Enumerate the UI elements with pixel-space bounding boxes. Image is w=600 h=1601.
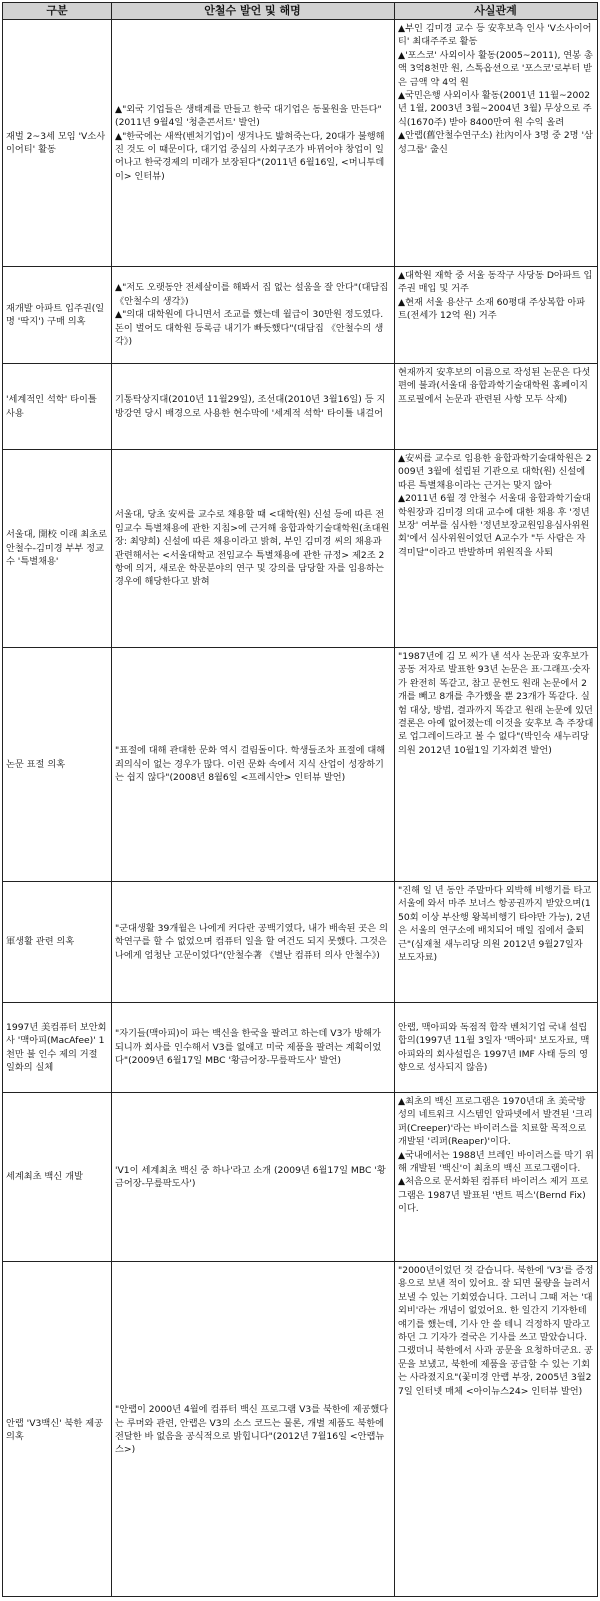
table-row xyxy=(3,648,597,882)
category-text: 재개발 아파트 입주권(일명 '딱지') 구매 의혹 xyxy=(6,302,105,327)
facts-cell xyxy=(395,267,597,363)
facts-cell xyxy=(395,648,597,881)
table-header xyxy=(3,3,597,20)
category-text: 1997년 美컴퓨터 보안회사 '맥아피(MacAfee)' 1천만 불 인수 제의 거절 일화의 실체 xyxy=(6,1021,107,1073)
facts-text: "2000년이었던 것 같습니다. 북한에 'V3'를 증정용으로 보낸 적이 있어요. 잘 되면 물량을 늘려서 보낼 수 있는 기회였습니다. 그러니 그때 저는 '대외비'라는 개념이 없었어요. 한 일간지 기자한테 얘기를 했는데, 기사 안 쓸 테니 걱정하지 말라고 하던 그 기자가 결국은 기사를 쓰고 말았습니다. 그랬더니 북한에서 사과 공문을 요청하더군요. 공문을 보냈고, 북한에 제품을 공급할 수 있는 기회는 사라졌지요"(꽃미경 안랩 부장, 2005년 3월27일 인터넷 매체 <아이뉴스24> 인터뷰 발언) xyxy=(398,1265,594,1397)
column-divider xyxy=(111,3,112,1596)
facts-text: ▲대학원 재학 중 서울 동작구 사당동 D아파트 입주권 매입 및 거주 xyxy=(398,270,593,295)
table-row xyxy=(3,267,597,364)
statement-text: "자기들(맥아피)이 파는 백신을 한국을 팔려고 하는데 V3가 방해가 되니까 회사를 인수해서 V3를 없애고 미국 제품을 팔려는 계획이었다"(2009년 6월17일 MBC '황금어장-무릎팍도사' 발언) xyxy=(115,1028,384,1067)
facts-text: ▲국민은행 사외이사 활동(2001년 11월~2002년 1월, 2003년 3월~2004년 3월) 무상으로 주식(1670주) 받아 8400만여 원 수익 올려 xyxy=(398,90,592,128)
facts-cell xyxy=(395,364,597,449)
category-text: 軍생활 관련 의혹 xyxy=(6,936,75,948)
statement-text: 기통탁상지대(2010년 11월29일), 조선대(2010년 3월16일) 등 지방강연 당시 배경으로 사용한 현수막에 '세계적 석학' 타이틀 내걸어 xyxy=(115,394,386,419)
table-row xyxy=(3,1262,597,1598)
facts-text: ▲현재 서울 용산구 소재 60평대 주상복합 아파트(전세가 12억 원) 거주 xyxy=(398,296,586,322)
statement-text: "안랩이 2000년 4월에 컴퓨터 백신 프로그램 V3를 북한에 제공했다는 루머와 관련, 안랩은 V3의 소스 코드는 물론, 개별 제품도 북한에 전달한 바 없음을 공식적으로 밝힙니다"(2012년 7월16일 <안랩뉴스>) xyxy=(115,1404,389,1456)
category-text: '세계적인 석학' 타이틀 사용 xyxy=(6,394,100,419)
facts-text: ▲국내에서는 1988년 브레인 바이러스를 막기 위해 개발된 '백신'이 최초의 백신 프로그램이다. xyxy=(398,1149,594,1175)
statement-cell xyxy=(112,648,394,881)
category-text: 세계최초 백신 개발 xyxy=(6,1171,83,1183)
category-cell xyxy=(3,1093,111,1261)
table-row xyxy=(3,450,597,648)
statement-cell xyxy=(112,20,394,266)
facts-text: ▲처음으로 문서화된 컴퓨터 바이러스 제거 프로그램은 1987년 발표된 '번트 픽스'(Bernd Fix)이다. xyxy=(398,1176,589,1215)
statement-cell xyxy=(112,267,394,363)
statement-text: ▲"외국 기업들은 생태계를 만들고 한국 대기업은 동물원을 만든다"(2011년 9월4일 '청춘콘서트' 발언) xyxy=(115,103,382,129)
category-cell xyxy=(3,1262,111,1598)
facts-text: ▲부인 김미경 교수 등 安후보측 인사 'V소사이어티' 최대주주로 활동 xyxy=(398,23,592,48)
table-row xyxy=(3,1003,597,1093)
category-text: 서울대, 開校 이래 최초로 안철수-김미경 부부 정교수 '특별채용' xyxy=(6,529,110,568)
statement-cell xyxy=(112,1093,394,1261)
category-cell xyxy=(3,267,111,363)
statement-text: 서울대, 당초 安씨를 교수로 채용할 때 <대학(원) 신설 등에 따른 전임교수 특별채용에 관한 지침>에 근거해 융합과학기술대학원(초대원장: 최양희) 신설에 따른 채용이라고 밝혀, 부인 김미경 씨의 채용과 관련해서는 <서울대학교 전임교수 특별채용에 관한 규정> 제2조 2항에 의거, 새로운 학문분야의 연구 및 강의를 담당할 자를 임용하는 경우에 해당한다고 밝혀 xyxy=(115,509,390,588)
facts-cell xyxy=(395,1262,597,1598)
facts-text: ▲安씨를 교수로 임용한 융합과학기술대학원은 2009년 3월에 설립된 기관으로 대학(원) 신설에 따른 특별채용이라는 근거는 맞지 않아 xyxy=(398,453,592,491)
table-row xyxy=(3,882,597,1003)
facts-cell xyxy=(395,1003,597,1092)
category-text: 재벌 2~3세 모임 'V소사이어티' 활동 xyxy=(6,130,106,155)
facts-cell xyxy=(395,1093,597,1261)
facts-cell xyxy=(395,450,597,647)
facts-cell xyxy=(395,882,597,1002)
header-statement: 안철수 발언 및 해명 xyxy=(204,4,301,17)
table-row xyxy=(3,364,597,450)
category-text: 안랩 'V3백신' 북한 제공 의혹 xyxy=(6,1417,106,1442)
statement-cell xyxy=(112,450,394,647)
facts-text: "진해 일 년 동안 주말마다 외박해 비행기를 타고 서울에 와서 마주 보너스 항공권까지 받았으며(150회 이상 부산행 왕복비행기 타야만 가능), 2년은 서울의 연구소에 배치되어 매일 집에서 출퇴근"(심재철 새누리당 의원 2012년 9월27일자 보도자료) xyxy=(398,885,595,964)
table-row xyxy=(3,20,597,267)
statement-cell xyxy=(112,1003,394,1092)
statement-cell xyxy=(112,364,394,449)
statement-text: ▲"의대 대학원에 다니면서 조교를 했는데 월급이 30만원 정도였다. 돈이 벌어도 대학원 등록금 내기가 빠듯했다"(대담집 《안철수의 생각》) xyxy=(115,309,387,348)
statement-cell xyxy=(112,882,394,1002)
statement-text: ▲"저도 오랫동안 전세살이를 해봐서 집 없는 설움을 잘 안다"(대담집 《안철수의 생각》) xyxy=(115,282,392,307)
statement-text: "표절에 대해 관대한 문화 역시 걸림돌이다. 학생들조차 표절에 대해 죄의식이 없는 경우가 많다. 이런 문화 속에서 지식 산업이 성장하기는 쉽지 않다"(2008년 8월6일 <프레시안> 인터뷰 발언) xyxy=(115,745,389,784)
facts-text: ▲'포스코' 사외이사 활동(2005~2011), 연봉 총액 3억8천만 원, 스톡옵션으로 '포스코'로부터 받은 금액 약 4억 원 xyxy=(398,49,593,88)
category-cell xyxy=(3,364,111,449)
facts-text: ▲2011년 6월 경 안철수 서울대 융합과학기술대학원장과 김미경 의대 교수에 대한 채용 후 '정년 보장' 여부를 심사한 '정년보장교원임용심사위원회'에서 심사위원이었던 A교수가 "두 사람은 자격미달"이라고 반발하며 위원직을 사퇴 xyxy=(398,493,593,558)
facts-text: 안랩, 맥아피와 독점적 합작 벤처기업 국내 설립 합의(1997년 11월 3일자 '맥아피' 보도자료, 맥아피와의 회사설립은 1997년 IMF 사태 등의 영향으로 성사되지 않음) xyxy=(398,1021,590,1073)
category-cell xyxy=(3,20,111,266)
fact-check-table xyxy=(2,2,598,1597)
category-cell xyxy=(3,450,111,647)
statement-text: "군대생활 39개월은 나에게 커다란 공백기였다, 내가 배속된 곳은 의학연구를 할 수 없었으며 컴퓨터 일을 할 여건도 되지 못했다. 그것은 나에게 엄청난 고문이었다"(안철수著 《별난 컴퓨터 의사 안철수》) xyxy=(115,922,390,961)
facts-cell xyxy=(395,20,597,266)
statement-cell xyxy=(112,1262,394,1598)
statement-text: ▲"한국에는 새싹(벤처기업)이 생겨나도 밟혀죽는다, 20대가 불행해진 것도 이 때문이다, 대기업 중심의 사회구조가 바뀌어야 창업이 일어나고 한국경제의 미래가 보장된다"(2011년 6월16일, <머니투데이> 인터뷰) xyxy=(115,130,385,182)
category-cell xyxy=(3,882,111,1002)
statement-text: 'V1이 세계최초 백신 중 하나'라고 소개 (2009년 6월17일 MBC '황금어장-무릎팍도사') xyxy=(115,1164,386,1189)
header-category: 구분 xyxy=(46,4,68,17)
category-cell xyxy=(3,1003,111,1092)
facts-text: 현재까지 安후보의 이름으로 작성된 논문은 다섯 편에 불과(서울대 융합과학기술대학원 홈페이지 프로필에서 논문과 관련된 사항 모두 삭제) xyxy=(398,367,594,405)
header-facts: 사실관계 xyxy=(474,4,517,17)
facts-text: ▲안랩(舊안철수연구소) 社內이사 3명 중 2명 '삼성그룹' 출신 xyxy=(398,130,593,155)
facts-text: "1987년에 김 모 씨가 낸 석사 논문과 安후보가 공동 저자로 발표한 93년 논문은 표·그래프·숫자가 완전히 똑같고, 참고 문헌도 원래 논문에서 2개를 빼고 8개를 추가했을 뿐 23개가 똑같다. 실험 대상, 방법, 결과까지 똑같고 원래 논문에 있던 결론은 아예 없어졌는데 이것을 安후보 측 주장대로 업그레이드라고 볼 수 없다"(박인숙 새누리당 의원 2012년 10월1일 기자회견 발언) xyxy=(398,651,596,756)
category-text: 논문 표절 의혹 xyxy=(6,758,66,770)
category-cell xyxy=(3,648,111,881)
table-row xyxy=(3,1093,597,1262)
facts-text: ▲최초의 백신 프로그램은 1970년대 초 美국방성의 네트워크 시스템인 알파넷에서 발견된 '크리퍼(Creeper)'라는 바이러스를 치료할 목적으로 개발된 '리퍼(Reaper)'이다. xyxy=(398,1096,593,1148)
column-divider xyxy=(394,3,395,1596)
